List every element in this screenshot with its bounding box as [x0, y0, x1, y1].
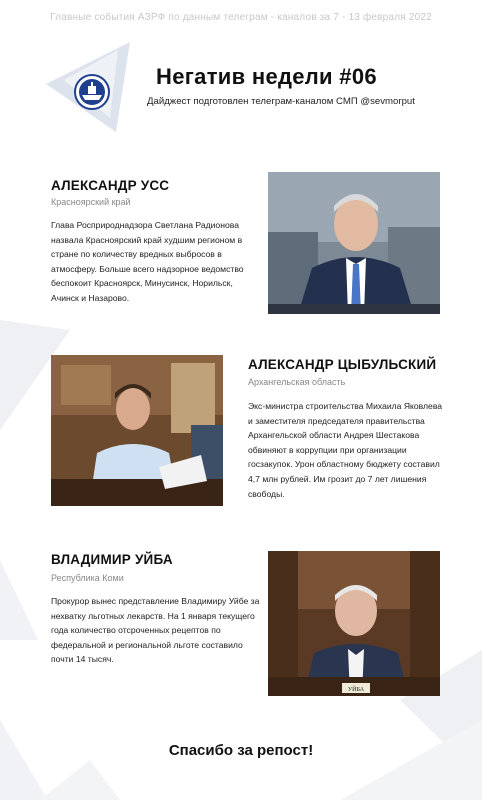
person-region: Архангельская область — [248, 377, 346, 387]
person-region: Республика Коми — [51, 573, 124, 583]
digest-period-line: Главные события АЗРФ по данным телеграм - каналов за 7 - 13 февраля 2022 — [50, 12, 432, 23]
person-name: АЛЕКСАНДР УСС — [51, 178, 170, 193]
person-name: АЛЕКСАНДР ЦЫБУЛЬСКИЙ — [248, 357, 437, 372]
page-subtitle: Дайджест подготовлен телеграм-каналом СМП @sevmorput — [147, 96, 415, 107]
person-region: Красноярский край — [51, 197, 131, 207]
logo — [44, 40, 138, 136]
person-photo — [268, 551, 440, 696]
nameplate-text: УЙБА — [347, 687, 365, 693]
page-title: Негатив недели #06 — [156, 64, 377, 89]
person-photo — [51, 355, 223, 506]
person-description: Прокурор вынес представление Владимиру Уйбе за нехватку льготных лекарств. На 1 января текущего года количество отсроченных рецептов по федеральной и региональной льготе составило почти 14 тысяч. — [51, 596, 260, 665]
thanks-footer: Спасибо за репост! — [168, 742, 314, 759]
person-description: Экс-министра строительства Михаила Яковлева и заместителя председателя правительства Архангельской области Андрея Шестакова обвиняют в коррупции при организации госзакупок. Урон областному бюджету составил 4,7 млн рублей. Им грозит до 7 лет лишения свободы. — [248, 401, 443, 499]
person-photo — [268, 172, 440, 314]
person-description: Глава Росприроднадзора Светлана Радионова назвала Красноярский край худшим регионом в стране по количеству вредных выбросов в атмосферу. Больше всего надзорное ведомство беспокоит Красноярск, Минусинск, Норильск, Ачинск и Назарово. — [51, 220, 244, 303]
person-name: ВЛАДИМИР УЙБА — [51, 552, 173, 567]
